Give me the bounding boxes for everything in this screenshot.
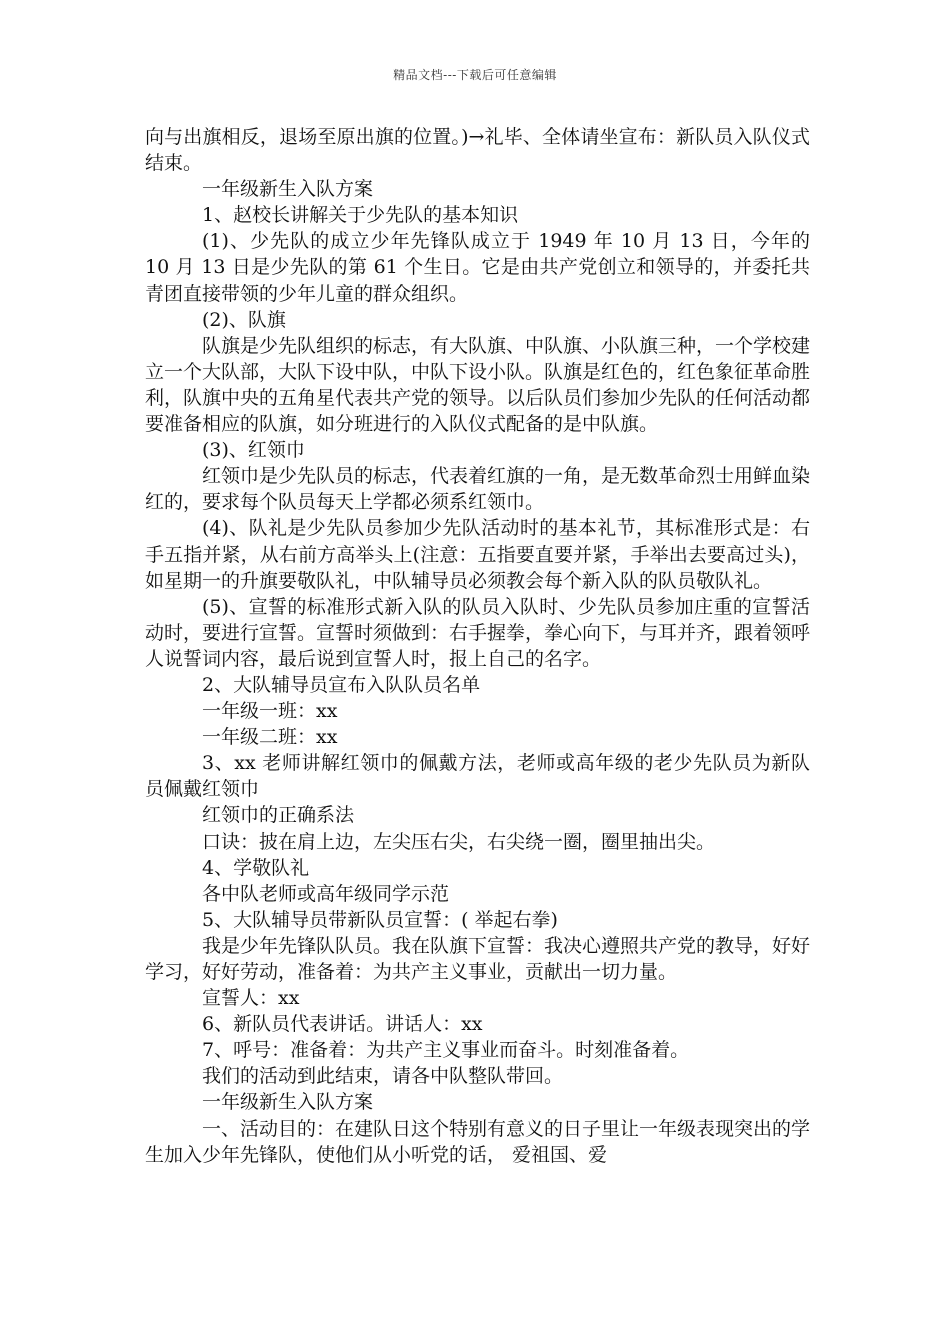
paragraph: (4)、队礼是少先队员参加少先队活动时的基本礼节，其标准形式是：右手五指并紧，从右前方高举头上(注意：五指要直要并紧，手举出去要高过头)，如星期一的升旗要敬队礼，中队辅导员必须教会每个新入队的队员敬队礼。 [145, 517, 810, 592]
paragraph: 向与出旗相反，退场至原出旗的位置。)→礼毕、全体请坐宣布：新队员入队仪式结束。 [145, 126, 810, 175]
paragraph: 一、活动目的：在建队日这个特别有意义的日子里让一年级表现突出的学生加入少年先锋队，使他们从小听党的话， 爱祖国、爱 [145, 1117, 811, 1166]
paragraph: 3、xx 老师讲解红领巾的佩戴方法，老师或高年级的老少先队员为新队员佩戴红领巾 [145, 752, 810, 801]
paragraph: (2)、队旗 [202, 308, 286, 331]
document-body [145, 124, 810, 1168]
paragraph: 各中队老师或高年级同学示范 [202, 882, 450, 905]
paragraph: 4、学敬队礼 [202, 856, 310, 879]
paragraph: 红领巾是少先队员的标志，代表着红旗的一角，是无数革命烈士用鲜血染红的，要求每个队员每天上学都必须系红领巾。 [145, 465, 811, 514]
paragraph: (5)、宣誓的标准形式新入队的队员入队时、少先队员参加庄重的宣誓活动时，要进行宣誓。宣誓时须做到：右手握拳，拳心向下，与耳并齐，跟着领呼人说誓词内容，最后说到宣誓人时，报上自己的名字。 [145, 595, 811, 670]
paragraph: 一年级新生入队方案 [202, 1091, 374, 1114]
paragraph: 我们的活动到此结束，请各中队整队带回。 [202, 1065, 564, 1088]
paragraph: 6、新队员代表讲话。讲话人：xx [202, 1013, 483, 1036]
paragraph: 我是少年先锋队队员。我在队旗下宣誓：我决心遵照共产党的教导，好好学习，好好劳动，准备着：为共产主义事业，贡献出一切力量。 [145, 934, 811, 983]
paragraph: 7、呼号：准备着：为共产主义事业而奋斗。时刻准备着。 [202, 1039, 690, 1062]
paragraph: 1、赵校长讲解关于少先队的基本知识 [202, 204, 519, 227]
page-header: 精品文档---下载后可任意编辑 [393, 68, 557, 82]
paragraph: 队旗是少先队组织的标志，有大队旗、中队旗、小队旗三种，一个学校建立一个大队部，大队下设中队，中队下设小队。队旗是红色的，红色象征革命胜利，队旗中央的五角星代表共产党的领导。以后队员们参加少先队的任何活动都要准备相应的队旗，如分班进行的入队仪式配备的是中队旗。 [145, 334, 811, 436]
paragraph: 一年级新生入队方案 [202, 178, 374, 201]
paragraph: 5、大队辅导员带新队员宣誓：( 举起右拳) [202, 908, 558, 931]
paragraph: 一年级一班：xx [202, 700, 338, 723]
paragraph: 宣誓人：xx [202, 987, 300, 1010]
paragraph: 口诀：披在肩上边，左尖压右尖，右尖绕一圈，圈里抽出尖。 [202, 830, 716, 853]
paragraph: (1)、少先队的成立少年先锋队成立于 1949 年 10 月 13 日，今年的 10 月 13 日是少先队的第 61 个生日。它是由共产党创立和领导的，并委托共青团直接带领的少年儿童的群众组织。 [145, 230, 810, 305]
paragraph: 红领巾的正确系法 [202, 804, 355, 827]
paragraph: (3)、红领巾 [202, 439, 305, 462]
paragraph: 一年级二班：xx [202, 726, 338, 749]
paragraph: 2、大队辅导员宣布入队队员名单 [202, 673, 481, 696]
